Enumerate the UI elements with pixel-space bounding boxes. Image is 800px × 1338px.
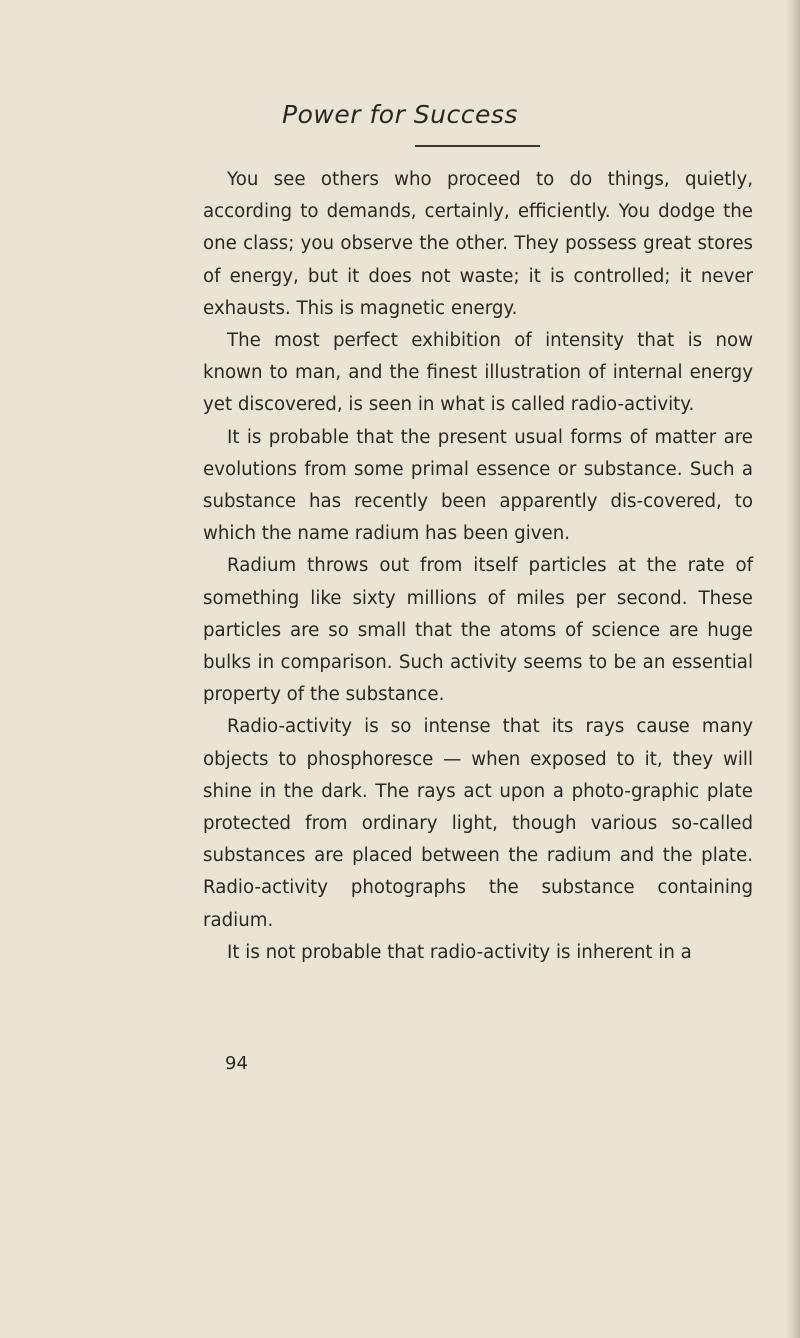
paragraph: Radium throws out from itself particles at the rate of something like sixty millions of miles per second. These particles are so small that the atoms of science are huge bulks in comparison. Such activity seems to be an essential property of the substance. [203, 555, 753, 706]
page-edge-shadow [786, 0, 800, 1338]
body-text [203, 164, 753, 969]
paragraph: Radio-activity is so intense that its rays cause many objects to phosphoresce — when exposed to it, they will shine in the dark. The rays act upon a photo-graphic plate protected from ordinary light, though various so-called substances are placed between the radium and the plate. Radio-activity photographs the substance containing radium. [203, 716, 753, 931]
paragraph: You see others who proceed to do things, quietly, according to demands, certainly, efficiently. You dodge the one class; you observe the other. They possess great stores of energy, but it does not waste; it is controlled; it never exhausts. This is magnetic energy. [203, 169, 753, 319]
paragraph: It is not probable that radio-activity is inherent in a [227, 941, 692, 963]
paragraph: The most perfect exhibition of intensity that is now known to man, and the finest illustration of internal energy yet discovered, is seen in what is called radio-activity. [203, 330, 753, 416]
header-rule [415, 145, 540, 147]
running-head: Power for Success [282, 100, 518, 129]
page-number: 94 [225, 1053, 248, 1074]
paragraph: It is probable that the present usual forms of matter are evolutions from some primal essence or substance. Such a substance has recently been apparently dis-covered, to which the name radium has been given. [203, 426, 753, 545]
